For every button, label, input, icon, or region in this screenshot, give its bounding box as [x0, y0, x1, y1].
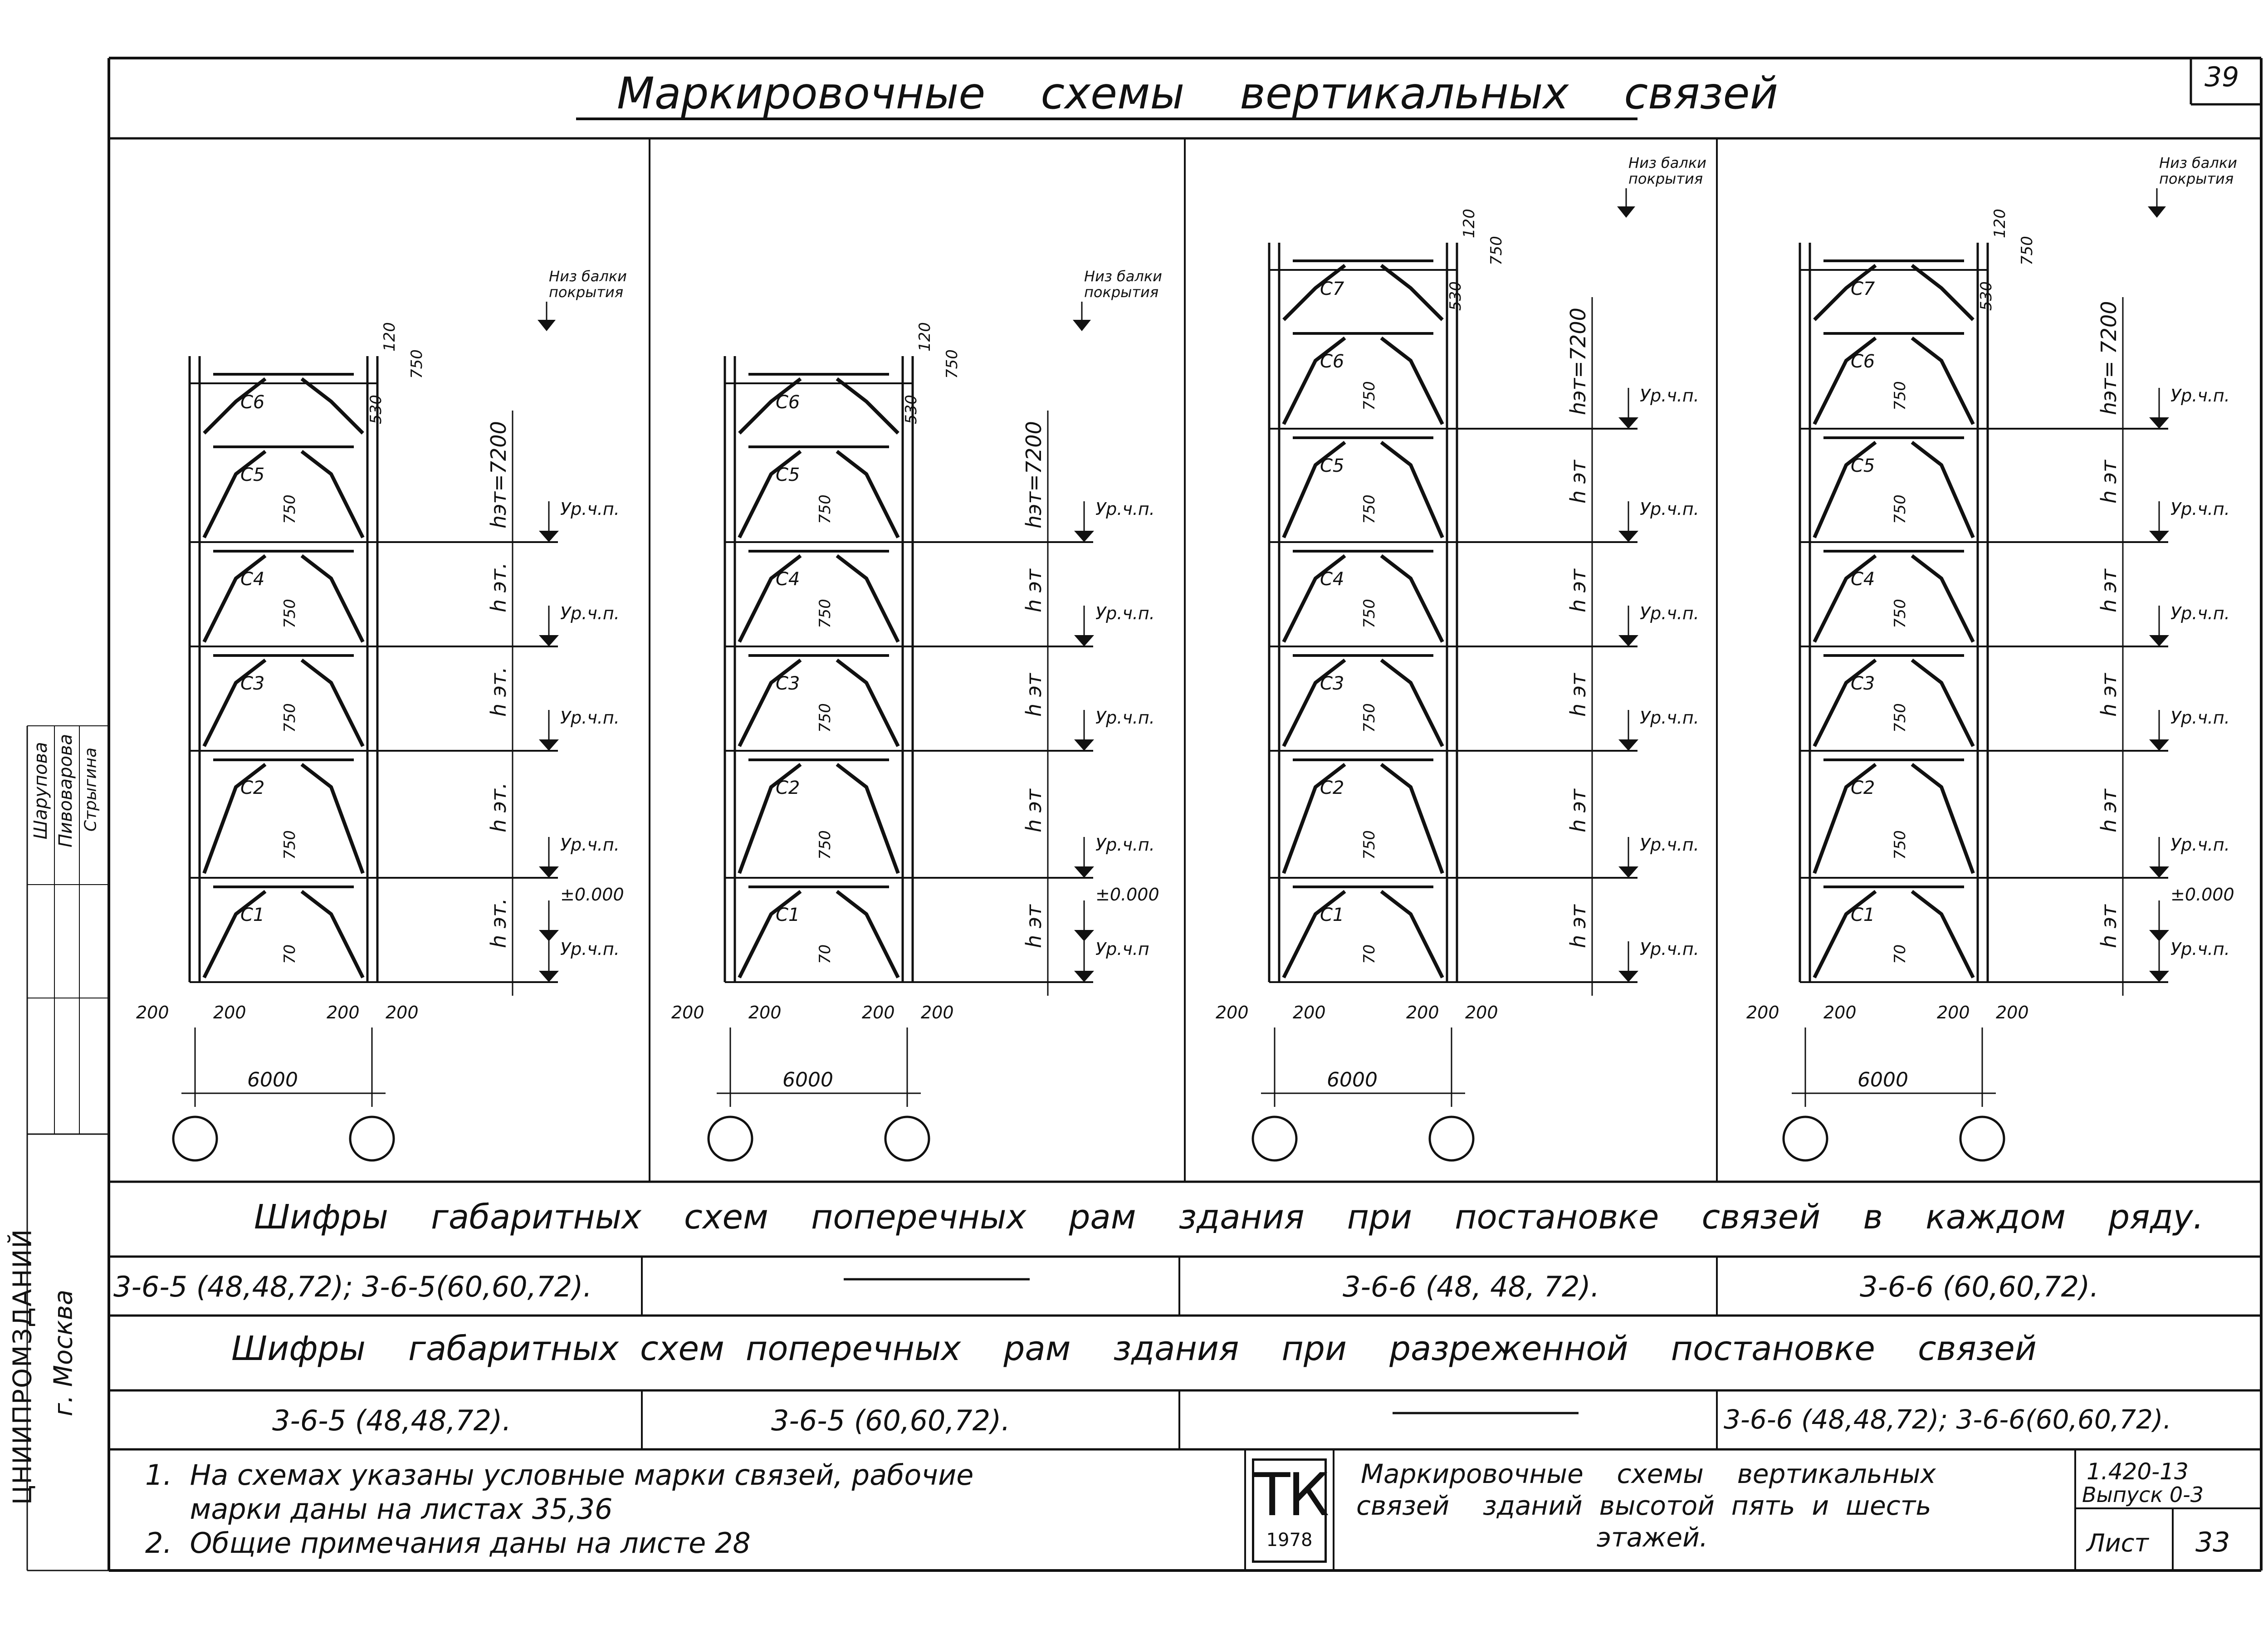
scheme-1-dim-top-3: 530 — [367, 395, 385, 424]
scheme-4-axis-bubble-right — [1960, 1117, 2004, 1160]
scheme-2-brace-label: C5 — [776, 465, 800, 485]
scheme-2-bottom-dim-1: 200 — [671, 1003, 704, 1022]
scheme-1-bottom-dim-1: 200 — [136, 1003, 169, 1022]
scheme-1-axis-bubble-right — [350, 1117, 394, 1160]
signature-3: Стрыгина — [81, 747, 100, 832]
scheme-4-height-label: hэт= 7200 — [2097, 301, 2121, 415]
scheme-2-panel-dim: 750 — [816, 703, 834, 733]
row2-cell-2: 3-6-5 (60,60,72). — [771, 1404, 1010, 1437]
scheme-2-bottom-dim-2: 200 — [748, 1003, 782, 1022]
scheme-1-height-label: hэт=7200 — [486, 421, 511, 528]
scheme-3-panel-dim: 750 — [1360, 494, 1378, 524]
scheme-2-brace-label: C6 — [776, 392, 800, 413]
scheme-4-brace-label: C1 — [1851, 905, 1875, 925]
scheme-2-brace-label: C3 — [776, 673, 800, 694]
scheme-4-brace-right — [1912, 338, 1973, 424]
scheme-2-brace-right — [837, 379, 898, 433]
scheme-4-panel-dim: 750 — [1891, 494, 1909, 524]
scheme-1-level-label: ±0.000 — [560, 885, 624, 905]
scheme-3-brace-right — [1381, 442, 1442, 538]
scheme-3-brace-label: C5 — [1320, 455, 1344, 476]
scheme-4-roof-arrow — [2148, 206, 2166, 218]
scheme-3-brace-right — [1381, 891, 1442, 978]
scheme-2-level-arrow — [1074, 635, 1094, 646]
org-name: ЦНИИПРОМЗДАНИЙ — [8, 1228, 38, 1505]
scheme-3-roof-arrow — [1617, 206, 1635, 218]
scheme-1-height-label: h эт. — [486, 898, 511, 948]
scheme-4-level-label: Ур.ч.п. — [2170, 386, 2230, 406]
scheme-1-panel-dim: 750 — [281, 494, 299, 524]
scheme-4-brace-label: C2 — [1851, 778, 1875, 798]
scheme-3-level-arrow — [1618, 417, 1638, 429]
scheme-2-axis-bubble-right — [885, 1117, 929, 1160]
scheme-4-panel-dim: 750 — [1891, 703, 1909, 733]
scheme-4-height-label: h эт — [2097, 569, 2121, 612]
tk-stamp — [1252, 1458, 1327, 1563]
scheme-3-brace-right — [1381, 764, 1442, 873]
scheme-2-brace-right — [837, 556, 898, 642]
scheme-2-level-label: Ур.ч.п — [1095, 939, 1149, 959]
scheme-2-span-label: 6000 — [782, 1068, 833, 1091]
scheme-4-level-label: Ур.ч.п. — [2170, 835, 2230, 855]
scheme-1-brace-right — [302, 451, 363, 538]
scheme-4-brace-right — [1912, 764, 1973, 873]
scheme-4-bottom-dim-2: 200 — [1823, 1003, 1857, 1022]
scheme-3-bottom-dim-1: 200 — [1216, 1003, 1249, 1022]
issue-number: Выпуск 0-3 — [2082, 1482, 2204, 1507]
scheme-3-roof-label-1: Низ балки — [1628, 154, 1706, 171]
scheme-1-level-arrow — [539, 930, 559, 941]
scheme-4-bottom-dim-4: 200 — [1996, 1003, 2029, 1022]
note-1-line-1: 1. На схемах указаны условные марки связей, рабочие — [145, 1458, 974, 1492]
scheme-1-roof-arrow — [538, 320, 556, 331]
scheme-2-level-label: Ур.ч.п. — [1095, 603, 1155, 623]
scheme-4-level-arrow — [2149, 635, 2169, 646]
scheme-1-level-label: Ур.ч.п. — [560, 499, 620, 519]
scheme-3-panel-dim: 750 — [1360, 830, 1378, 860]
scheme-1-dim-top-1: 120 — [381, 322, 399, 352]
scheme-3-level-label: Ур.ч.п. — [1640, 708, 1699, 728]
scheme-2-brace-right — [837, 764, 898, 873]
scheme-2-brace-right — [837, 891, 898, 978]
stamp-description-3: этажей. — [1597, 1522, 1708, 1553]
scheme-3-level-arrow — [1618, 739, 1638, 751]
scheme-1-brace-label: C4 — [240, 569, 265, 590]
scheme-2-brace-label: C4 — [776, 569, 800, 590]
sheet-label: Лист — [2087, 1529, 2149, 1557]
tk-stamp-year: 1978 — [1266, 1530, 1313, 1551]
scheme-2-bottom-dim-4: 200 — [921, 1003, 954, 1022]
scheme-3-brace-label: C7 — [1320, 279, 1344, 299]
scheme-2-level-label: Ур.ч.п. — [1095, 835, 1155, 855]
scheme-1-height-label: h эт. — [486, 562, 511, 612]
scheme-2-roof-label-2: покрытия — [1084, 284, 1159, 301]
scheme-3-height-label: h эт — [1566, 789, 1590, 832]
scheme-2-level-arrow — [1074, 739, 1094, 751]
scheme-2-axis-bubble-left — [709, 1117, 752, 1160]
signature-2: Пивоварова — [55, 734, 76, 848]
scheme-4-level-arrow — [2149, 971, 2169, 982]
scheme-2-bottom-dim-3: 200 — [862, 1003, 895, 1022]
scheme-1-height-label: h эт. — [486, 782, 511, 832]
sheet-number: 33 — [2195, 1526, 2230, 1558]
scheme-3-brace-label: C1 — [1320, 905, 1344, 925]
scheme-1-level-label: Ур.ч.п. — [560, 603, 620, 623]
scheme-3-brace-label: C4 — [1320, 569, 1344, 590]
scheme-1-bottom-dim-3: 200 — [327, 1003, 360, 1022]
scheme-4-dim-top-3: 530 — [1977, 281, 1995, 311]
scheme-1-panel-dim: 70 — [281, 944, 299, 964]
scheme-1-axis-bubble-left — [173, 1117, 217, 1160]
scheme-4-dim-top-1: 120 — [1991, 209, 2009, 238]
scheme-4-bottom-dim-1: 200 — [1746, 1003, 1779, 1022]
scheme-4-brace-right — [1912, 556, 1973, 642]
scheme-3-panel-dim: 750 — [1360, 381, 1378, 411]
scheme-4-brace-label: C6 — [1851, 351, 1875, 372]
scheme-1-brace-label: C3 — [240, 673, 265, 694]
scheme-4-level-arrow — [2149, 930, 2169, 941]
scheme-3-brace-label: C3 — [1320, 673, 1344, 694]
org-city: г. Москва — [49, 1289, 78, 1417]
heading-bracing-sparse: Шифры габаритных схем поперечных рам здания при разреженной постановке связей — [231, 1329, 2037, 1368]
scheme-1-brace-label: C6 — [240, 392, 265, 413]
scheme-1-brace-right — [302, 891, 363, 978]
scheme-4-level-label: Ур.ч.п. — [2170, 499, 2230, 519]
scheme-3-roof-label-2: покрытия — [1628, 170, 1703, 187]
scheme-3-height-label: h эт — [1566, 460, 1590, 504]
scheme-3-dim-top-3: 530 — [1447, 281, 1465, 311]
scheme-3-height-label: hэт=7200 — [1566, 308, 1590, 415]
scheme-3-level-label: Ур.ч.п. — [1640, 499, 1699, 519]
scheme-1-span-label: 6000 — [247, 1068, 298, 1091]
note-1-line-2: марки даны на листах 35,36 — [145, 1492, 613, 1526]
signature-1: Шарупова — [30, 742, 51, 840]
scheme-2-roof-label-1: Низ балки — [1084, 268, 1162, 285]
scheme-3-level-arrow — [1618, 866, 1638, 878]
scheme-4-panel-dim: 750 — [1891, 599, 1909, 628]
scheme-4-panel-dim: 70 — [1891, 944, 1909, 964]
scheme-2-dim-top-1: 120 — [916, 322, 934, 352]
scheme-3-axis-bubble-right — [1430, 1117, 1473, 1160]
scheme-4-level-arrow — [2149, 531, 2169, 542]
scheme-4-brace-right — [1912, 891, 1973, 978]
scheme-3-panel-dim: 750 — [1360, 599, 1378, 628]
scheme-4-brace-right — [1912, 660, 1973, 746]
scheme-4-height-label: h эт — [2097, 905, 2121, 948]
scheme-4-level-arrow — [2149, 739, 2169, 751]
scheme-1-level-arrow — [539, 739, 559, 751]
scheme-3-bottom-dim-3: 200 — [1406, 1003, 1439, 1022]
sheet-title: Маркировочные схемы вертикальных связей — [617, 68, 1778, 119]
scheme-4-span-label: 6000 — [1857, 1068, 1908, 1091]
scheme-1-level-arrow — [539, 866, 559, 878]
scheme-3-panel-dim: 750 — [1360, 703, 1378, 733]
scheme-2-level-arrow — [1074, 971, 1094, 982]
series-number: 1.420-13 — [2087, 1458, 2189, 1485]
scheme-3-brace-label: C6 — [1320, 351, 1344, 372]
scheme-4-level-label: ±0.000 — [2170, 885, 2234, 905]
scheme-3-level-arrow — [1618, 531, 1638, 542]
scheme-2-panel-dim: 70 — [816, 944, 834, 964]
scheme-2-level-arrow — [1074, 930, 1094, 941]
scheme-2-level-arrow — [1074, 866, 1094, 878]
scheme-3-level-label: Ур.ч.п. — [1640, 835, 1699, 855]
scheme-4-dim-top-2: 750 — [2018, 236, 2036, 265]
scheme-1-height-label: h эт. — [486, 666, 511, 717]
scheme-2-panel-dim: 750 — [816, 494, 834, 524]
scheme-3-brace-right — [1381, 338, 1442, 424]
scheme-2-brace-label: C1 — [776, 905, 800, 925]
scheme-2-brace-right — [837, 451, 898, 538]
scheme-1-brace-right — [302, 556, 363, 642]
scheme-1-panel-dim: 750 — [281, 599, 299, 628]
scheme-2-panel-dim: 750 — [816, 830, 834, 860]
scheme-4-panel-dim: 750 — [1891, 381, 1909, 411]
scheme-3-height-label: h эт — [1566, 905, 1590, 948]
scheme-2-roof-arrow — [1073, 320, 1091, 331]
scheme-4-height-label: h эт — [2097, 460, 2121, 504]
scheme-3-level-label: Ур.ч.п. — [1640, 939, 1699, 959]
scheme-4-brace-label: C7 — [1851, 279, 1875, 299]
row1-cell-3: 3-6-6 (48, 48, 72). — [1343, 1270, 1600, 1303]
scheme-1-bottom-dim-2: 200 — [213, 1003, 246, 1022]
scheme-3-brace-right — [1381, 556, 1442, 642]
scheme-1-brace-label: C1 — [240, 905, 265, 925]
row1-cell-1: 3-6-5 (48,48,72); 3-6-5(60,60,72). — [113, 1270, 592, 1303]
scheme-4-brace-right — [1912, 265, 1973, 320]
scheme-1-level-label: Ур.ч.п. — [560, 939, 620, 959]
scheme-4-height-label: h эт — [2097, 789, 2121, 832]
scheme-3-level-arrow — [1618, 971, 1638, 982]
row1-cell-4: 3-6-6 (60,60,72). — [1860, 1270, 2099, 1303]
scheme-3-bottom-dim-4: 200 — [1465, 1003, 1498, 1022]
scheme-4-bottom-dim-3: 200 — [1937, 1003, 1970, 1022]
scheme-1-roof-label-1: Низ балки — [549, 268, 627, 285]
heading-bracing-each-row: Шифры габаритных схем поперечных рам здания при постановке связей в каждом ряду. — [254, 1198, 2204, 1237]
scheme-3-height-label: h эт — [1566, 569, 1590, 612]
scheme-2-dim-top-3: 530 — [902, 395, 920, 424]
scheme-3-bottom-dim-2: 200 — [1293, 1003, 1326, 1022]
row2-cell-4: 3-6-6 (48,48,72); 3-6-6(60,60,72). — [1724, 1404, 2172, 1435]
scheme-3-dim-top-2: 750 — [1487, 236, 1505, 265]
scheme-4-level-label: Ур.ч.п. — [2170, 939, 2230, 959]
scheme-2-height-label: h эт — [1022, 569, 1046, 612]
scheme-1-level-arrow — [539, 531, 559, 542]
scheme-1-level-label: Ур.ч.п. — [560, 835, 620, 855]
scheme-4-brace-label: C4 — [1851, 569, 1875, 590]
scheme-3-axis-bubble-left — [1253, 1117, 1296, 1160]
scheme-1-level-arrow — [539, 635, 559, 646]
scheme-1-brace-label: C5 — [240, 465, 265, 485]
scheme-2-height-label: h эт — [1022, 905, 1046, 948]
scheme-2-brace-right — [837, 660, 898, 746]
scheme-4-brace-label: C3 — [1851, 673, 1875, 694]
scheme-1-brace-label: C2 — [240, 778, 265, 798]
scheme-1-roof-label-2: покрытия — [549, 284, 624, 301]
stamp-description-1: Маркировочные схемы вертикальных — [1361, 1458, 1936, 1489]
stamp-description-2: связей зданий высотой пять и шесть — [1356, 1490, 1931, 1521]
scheme-2-panel-dim: 750 — [816, 599, 834, 628]
scheme-1-brace-right — [302, 764, 363, 873]
scheme-4-level-label: Ур.ч.п. — [2170, 708, 2230, 728]
scheme-1-brace-right — [302, 660, 363, 746]
scheme-3-panel-dim: 70 — [1360, 944, 1378, 964]
scheme-2-dim-top-2: 750 — [943, 349, 961, 379]
scheme-1-bottom-dim-4: 200 — [386, 1003, 419, 1022]
scheme-1-level-arrow — [539, 971, 559, 982]
scheme-4-brace-right — [1912, 442, 1973, 538]
scheme-3-brace-label: C2 — [1320, 778, 1344, 798]
scheme-3-brace-right — [1381, 265, 1442, 320]
scheme-2-height-label: hэт=7200 — [1022, 421, 1046, 528]
scheme-1-brace-right — [302, 379, 363, 433]
scheme-1-panel-dim: 750 — [281, 830, 299, 860]
scheme-1-panel-dim: 750 — [281, 703, 299, 733]
scheme-2-height-label: h эт — [1022, 673, 1046, 717]
note-2: 2. Общие примечания даны на листе 28 — [145, 1526, 751, 1560]
scheme-4-roof-label-2: покрытия — [2159, 170, 2234, 187]
scheme-2-level-label: ±0.000 — [1095, 885, 1159, 905]
scheme-2-level-arrow — [1074, 531, 1094, 542]
scheme-4-level-arrow — [2149, 417, 2169, 429]
scheme-3-level-label: Ур.ч.п. — [1640, 603, 1699, 623]
scheme-4-level-label: Ур.ч.п. — [2170, 603, 2230, 623]
scheme-2-level-label: Ур.ч.п. — [1095, 708, 1155, 728]
tk-stamp-letters: ТК — [1254, 1460, 1327, 1529]
scheme-3-height-label: h эт — [1566, 673, 1590, 717]
scheme-4-brace-label: C5 — [1851, 455, 1875, 476]
row2-cell-1: 3-6-5 (48,48,72). — [272, 1404, 511, 1437]
scheme-1-level-label: Ур.ч.п. — [560, 708, 620, 728]
scheme-3-span-label: 6000 — [1327, 1068, 1378, 1091]
scheme-2-brace-label: C2 — [776, 778, 800, 798]
scheme-3-level-label: Ур.ч.п. — [1640, 386, 1699, 406]
scheme-4-level-arrow — [2149, 866, 2169, 878]
scheme-4-roof-label-1: Низ балки — [2159, 154, 2237, 171]
scheme-2-level-label: Ур.ч.п. — [1095, 499, 1155, 519]
page-number: 39 — [2204, 61, 2239, 93]
scheme-2-height-label: h эт — [1022, 789, 1046, 832]
scheme-4-height-label: h эт — [2097, 673, 2121, 717]
scheme-3-level-arrow — [1618, 635, 1638, 646]
scheme-4-axis-bubble-left — [1784, 1117, 1827, 1160]
scheme-3-dim-top-1: 120 — [1460, 209, 1478, 238]
scheme-1-dim-top-2: 750 — [408, 349, 426, 379]
scheme-4-panel-dim: 750 — [1891, 830, 1909, 860]
scheme-3-brace-right — [1381, 660, 1442, 746]
